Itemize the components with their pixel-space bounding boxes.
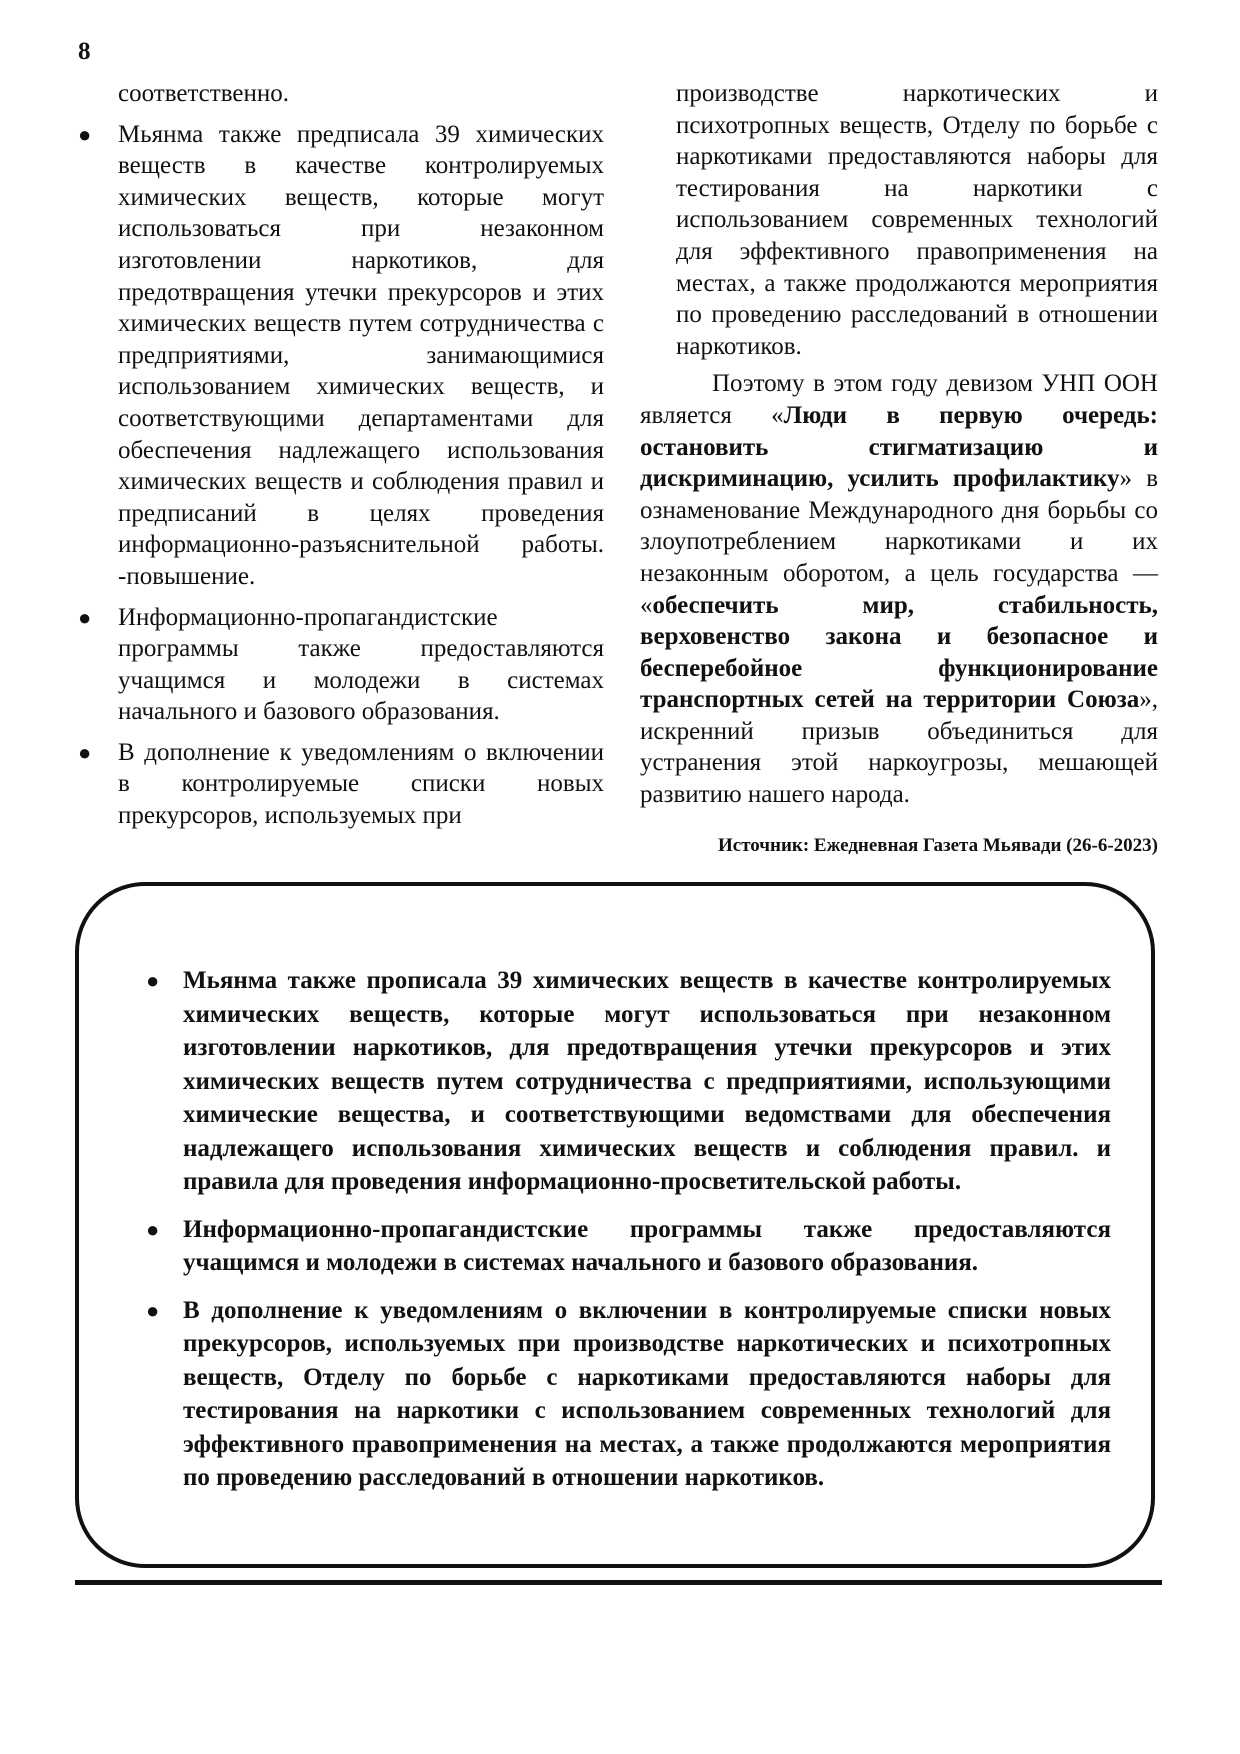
list-item — [76, 119, 604, 593]
page-number: 8 — [78, 38, 91, 65]
summary-box — [75, 882, 1155, 1568]
left-continuation-text: соответственно. — [118, 80, 289, 107]
right-continuation-text: производстве наркотических и психотропных веществ, Отделу по борьбе с наркотиками предоставляются наборы для тестирования на наркотики с использованием современных технологий для эффективного правоприменения на местах, а также продолжаются мероприятия по проведению расследований в отношении наркотиков. — [676, 80, 1158, 360]
list-item-text: Мьянма также прописала 39 химических веществ в качестве контролируемых химических веществ, которые могут использоваться при незаконном изготовлении наркотиков, для предотвращения утечки прекурсоров и этих химических веществ путем сотрудничества с предприятиями, использующими химические вещества, и соответствующими ведомствами для обеспечения надлежащего использования химических веществ и соблюдения правил. и правила для проведения информационно-просветительской работы. — [183, 967, 1111, 1195]
motto-text-1: Поэтому в этом году девизом УНП ООН является « — [640, 370, 1158, 429]
bullet-icon: ● — [146, 1297, 160, 1323]
bullet-icon: ● — [146, 968, 160, 993]
left-column — [76, 78, 604, 832]
bullet-icon: ● — [78, 739, 92, 765]
bullet-icon: ● — [78, 121, 92, 147]
list-item-text: В дополнение к уведомлениям о включении в контролируемые списки новых прекурсоров, используемых при — [118, 738, 604, 830]
list-item-text: Мьянма также предписала 39 химических веществ в качестве контролируемых химических веществ, которые могут использоваться при незаконном изготовлении наркотиков, для предотвращения утечки прекурсоров и этих химических веществ путем сотрудничества с предприятиями, занимающимися использованием химических веществ, и соответствующими департаментами для обеспечения надлежащего использования химических веществ и соблюдения правил и предписаний в целях проведения информационно-разъяснительной работы. -повышение. — [118, 120, 604, 590]
list-item — [146, 1294, 1111, 1495]
list-item — [76, 602, 604, 728]
motto-text-3: », искренний призыв объединиться для устранения этой наркоугрозы, мешающей развитию нашего народа. — [640, 686, 1158, 809]
source-citation: Источник: Ежедневная Газета Мьявади (26-6-2023) — [718, 834, 1158, 856]
summary-bullet-list — [79, 886, 1151, 1495]
bullet-icon: ● — [146, 1216, 160, 1242]
left-bullet-list — [76, 119, 604, 832]
motto-bold-2: обеспечить мир, стабильность, верховенство закона и безопасное и бесперебойное функционирование транспортных сетей на территории Союза — [640, 591, 1158, 714]
right-column — [640, 78, 1158, 859]
list-item — [146, 1213, 1111, 1280]
list-item — [146, 964, 1111, 1199]
bullet-icon: ● — [78, 604, 92, 630]
motto-paragraph — [640, 368, 1158, 810]
list-item — [76, 737, 604, 832]
bottom-divider — [75, 1580, 1162, 1585]
list-item-text: В дополнение к уведомлениям о включении в контролируемые списки новых прекурсоров, используемых при производстве наркотических и психотропных веществ, Отделу по борьбе с наркотиками предоставляются наборы для тестирования на наркотики с использованием современных технологий для эффективного правоприменения на местах, а также продолжаются мероприятия по проведению расследований в отношении наркотиков. — [183, 1296, 1111, 1491]
list-item-text: Информационно-пропагандистские программы также предоставляются учащимся и молодежи в системах начального и базового образования. — [183, 1215, 1111, 1276]
motto-text-2: » в ознаменование Международного дня борьбы со злоупотреблением наркотиками и их незаконным оборотом, а цель государства — « — [640, 465, 1158, 619]
list-item-text: Информационно-пропагандистские программы также предоставляются учащимся и молодежи в системах начального и базового образования. — [118, 603, 604, 726]
motto-bold-1: Люди в первую очередь: остановить стигматизацию и дискриминацию, усилить профилактику — [640, 401, 1158, 493]
